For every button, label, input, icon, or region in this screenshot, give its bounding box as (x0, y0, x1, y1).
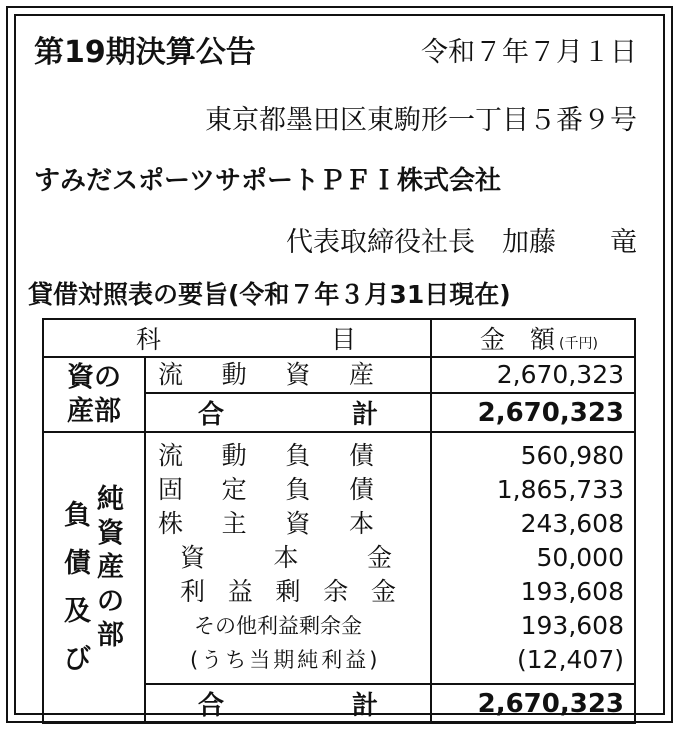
item-fixed-liabilities: 固 定 負 債 (158, 475, 374, 504)
notice-date: 令和７年７月１日 (421, 37, 637, 68)
current-assets-label (145, 357, 431, 393)
balance-sheet-subtitle: 貸借対照表の要旨(令和７年３月31日現在) (28, 280, 511, 309)
table-header-row (43, 319, 635, 357)
notice-title: 第19期決算公告 (34, 35, 256, 70)
value-retained-earnings: 193,608 (520, 577, 624, 606)
company-name: すみだスポーツサポートＰＦＩ株式会社 (34, 166, 501, 196)
liabilities-total-value: 2,670,323 (431, 684, 635, 723)
company-address: 東京都墨田区東駒形一丁目５番９号 (205, 105, 637, 136)
header-unit: (千円) (559, 336, 598, 352)
value-fixed-liabilities: 1,865,733 (496, 475, 624, 504)
item-shareholders-equity: 株 主 資 本 (158, 509, 374, 538)
header-item-moku: 目 (330, 325, 356, 354)
liabilities-row (43, 432, 635, 684)
assets-total-go: 合 (198, 400, 225, 430)
cat-left-1: 負 (64, 499, 91, 531)
item-net-income: (うち当期純利益) (190, 648, 381, 672)
item-other-retained: その他利益剰余金 (194, 614, 362, 638)
assets-category (43, 357, 145, 432)
liab-total-go: 合 (198, 691, 225, 721)
item-capital: 資 本 金 (180, 543, 392, 572)
cat-right-3: 産 (97, 551, 124, 583)
representative: 代表取締役社長 加藤 竜 (286, 227, 637, 258)
assets-total-label (145, 393, 431, 432)
header-item (43, 319, 431, 357)
assets-category-line1: 資の (67, 361, 121, 393)
header-item-ka: 科 (136, 325, 162, 354)
header-amount (431, 319, 635, 357)
value-other-retained: 193,608 (520, 611, 624, 640)
liabilities-values (431, 432, 635, 684)
item-current-assets: 流 動 資 産 (158, 360, 374, 389)
assets-category-line2: 産部 (67, 395, 121, 427)
balance-sheet-table (42, 318, 636, 724)
liab-total-kei: 計 (351, 691, 378, 721)
item-retained-earnings: 利 益 剰 余 金 (180, 577, 396, 606)
value-shareholders-equity: 243,608 (520, 509, 624, 538)
liabilities-total-label (145, 684, 431, 723)
cat-left-4: び (64, 643, 91, 675)
header-amount-label: 金 額 (480, 325, 556, 354)
liabilities-category-left (64, 479, 91, 677)
liabilities-items (145, 432, 431, 684)
cat-right-4: の (97, 585, 124, 617)
assets-row (43, 357, 635, 393)
assets-total-value: 2,670,323 (431, 393, 635, 432)
liabilities-category (43, 432, 145, 723)
item-current-liabilities: 流 動 負 債 (158, 441, 374, 470)
cat-left-3: 及 (64, 595, 91, 627)
current-assets-value: 2,670,323 (431, 357, 635, 393)
value-current-liabilities: 560,980 (520, 441, 624, 470)
liabilities-category-right (97, 479, 124, 677)
cat-right-1: 純 (97, 483, 124, 515)
cat-left-2: 債 (64, 547, 91, 579)
cat-right-5: 部 (97, 619, 124, 651)
assets-total-kei: 計 (351, 400, 378, 430)
value-net-income: (12,407) (517, 645, 624, 674)
cat-right-2: 資 (97, 517, 124, 549)
value-capital: 50,000 (536, 543, 624, 572)
